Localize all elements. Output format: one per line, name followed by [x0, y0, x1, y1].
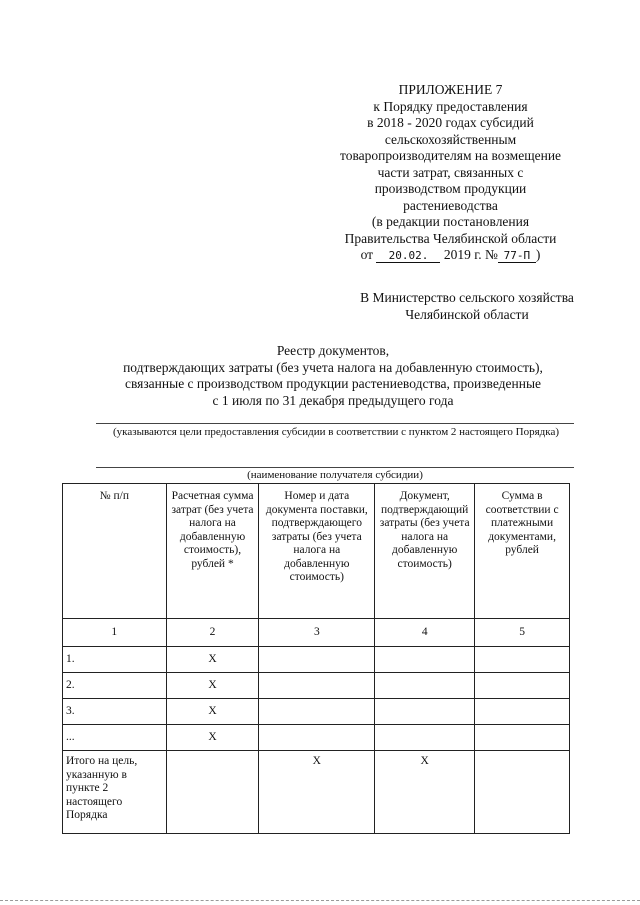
closing-paren: ) [535, 247, 541, 262]
appendix-line: производством продукции [374, 181, 527, 196]
column-number: 1 [63, 619, 167, 647]
row-number: 3. [63, 699, 167, 725]
table-cell [375, 647, 475, 673]
row-number: 1. [63, 647, 167, 673]
appendix-line: Правительства Челябинской области [344, 230, 557, 246]
table-cell [475, 751, 570, 834]
table-cell [259, 647, 375, 673]
table-cell: Х [375, 751, 475, 834]
recipient-caption: (наименование получателя субсидии) [247, 469, 423, 481]
table-row [63, 673, 570, 699]
appendix-line: растениеводства [403, 197, 498, 213]
table-cell [475, 725, 570, 751]
table-row [63, 699, 570, 725]
column-number: 3 [259, 619, 375, 647]
appendix-title: ПРИЛОЖЕНИЕ 7 [398, 82, 503, 97]
registry-title [80, 343, 586, 409]
table-cell: Х [166, 673, 259, 699]
column-number: 4 [375, 619, 475, 647]
table-cell [475, 647, 570, 673]
registry-table [62, 483, 570, 834]
appendix-line: к Порядку предоставления [373, 98, 528, 114]
table-cell [475, 673, 570, 699]
purpose-caption: (указываются цели предоставления субсидии в соответствии с пунктом 2 настоящего Порядка) [113, 426, 559, 438]
registry-title-line: связанные с производством продукции растениеводства, произведенные [124, 376, 542, 391]
decree-date: 20.02. [376, 249, 440, 263]
table-cell: Х [166, 647, 259, 673]
addressee-block [318, 289, 616, 323]
appendix-line: части затрат, связанных с [377, 164, 524, 180]
decree-number: 77-П [498, 249, 536, 263]
table-row [63, 647, 570, 673]
table-cell [259, 725, 375, 751]
table-row [63, 725, 570, 751]
addressee-line: В Министерство сельского хозяйства [360, 290, 574, 305]
column-number: 2 [166, 619, 259, 647]
from-label: от [360, 247, 374, 262]
row-number: 2. [63, 673, 167, 699]
table-header-row [63, 484, 570, 619]
header-cell: Документ, подтверждающий затраты (без учета налога на добавленную стоимость) [375, 484, 475, 619]
scan-edge-line [0, 900, 640, 901]
table-cell: Х [166, 725, 259, 751]
header-cell: № п/п [63, 484, 167, 619]
table-cell [259, 699, 375, 725]
table-cell [475, 699, 570, 725]
appendix-line: товаропроизводителям на возмещение [339, 148, 562, 163]
column-number-row [63, 619, 570, 647]
header-cell: Сумма в соответствии с платежными документами, рублей [475, 484, 570, 619]
table-cell: Х [259, 751, 375, 834]
registry-title-line: подтверждающих затраты (без учета налога на добавленную стоимость), [123, 359, 543, 375]
appendix-line: в 2018 - 2020 годах субсидий [367, 115, 534, 130]
table-cell [375, 725, 475, 751]
table-cell: Х [166, 699, 259, 725]
purpose-fill-line [96, 423, 574, 424]
header-cell: Номер и дата документа поставки, подтверждающего затраты (без учета налога на добавленную стоимость) [259, 484, 375, 619]
registry-title-line: Реестр документов, [276, 343, 390, 358]
table-cell [166, 751, 259, 834]
recipient-fill-line [96, 467, 574, 468]
table-cell [375, 673, 475, 699]
row-number: ... [63, 725, 167, 751]
table-total-row [63, 751, 570, 834]
total-label: Итого на цель, указанную в пункте 2 настоящего Порядка [63, 751, 167, 834]
decree-year: 2019 г. № [443, 247, 498, 262]
registry-title-line: с 1 июля по 31 декабря предыдущего года [212, 392, 454, 408]
decree-date-line [318, 247, 583, 264]
appendix-block [318, 82, 583, 264]
appendix-line: сельскохозяйственным [384, 131, 517, 147]
table-cell [375, 699, 475, 725]
column-number: 5 [475, 619, 570, 647]
addressee-line: Челябинской области [405, 307, 529, 322]
appendix-line: (в редакции постановления [371, 214, 530, 229]
table-cell [259, 673, 375, 699]
header-cell: Расчетная сумма затрат (без учета налога на добавленную стоимость), рублей * [166, 484, 259, 619]
